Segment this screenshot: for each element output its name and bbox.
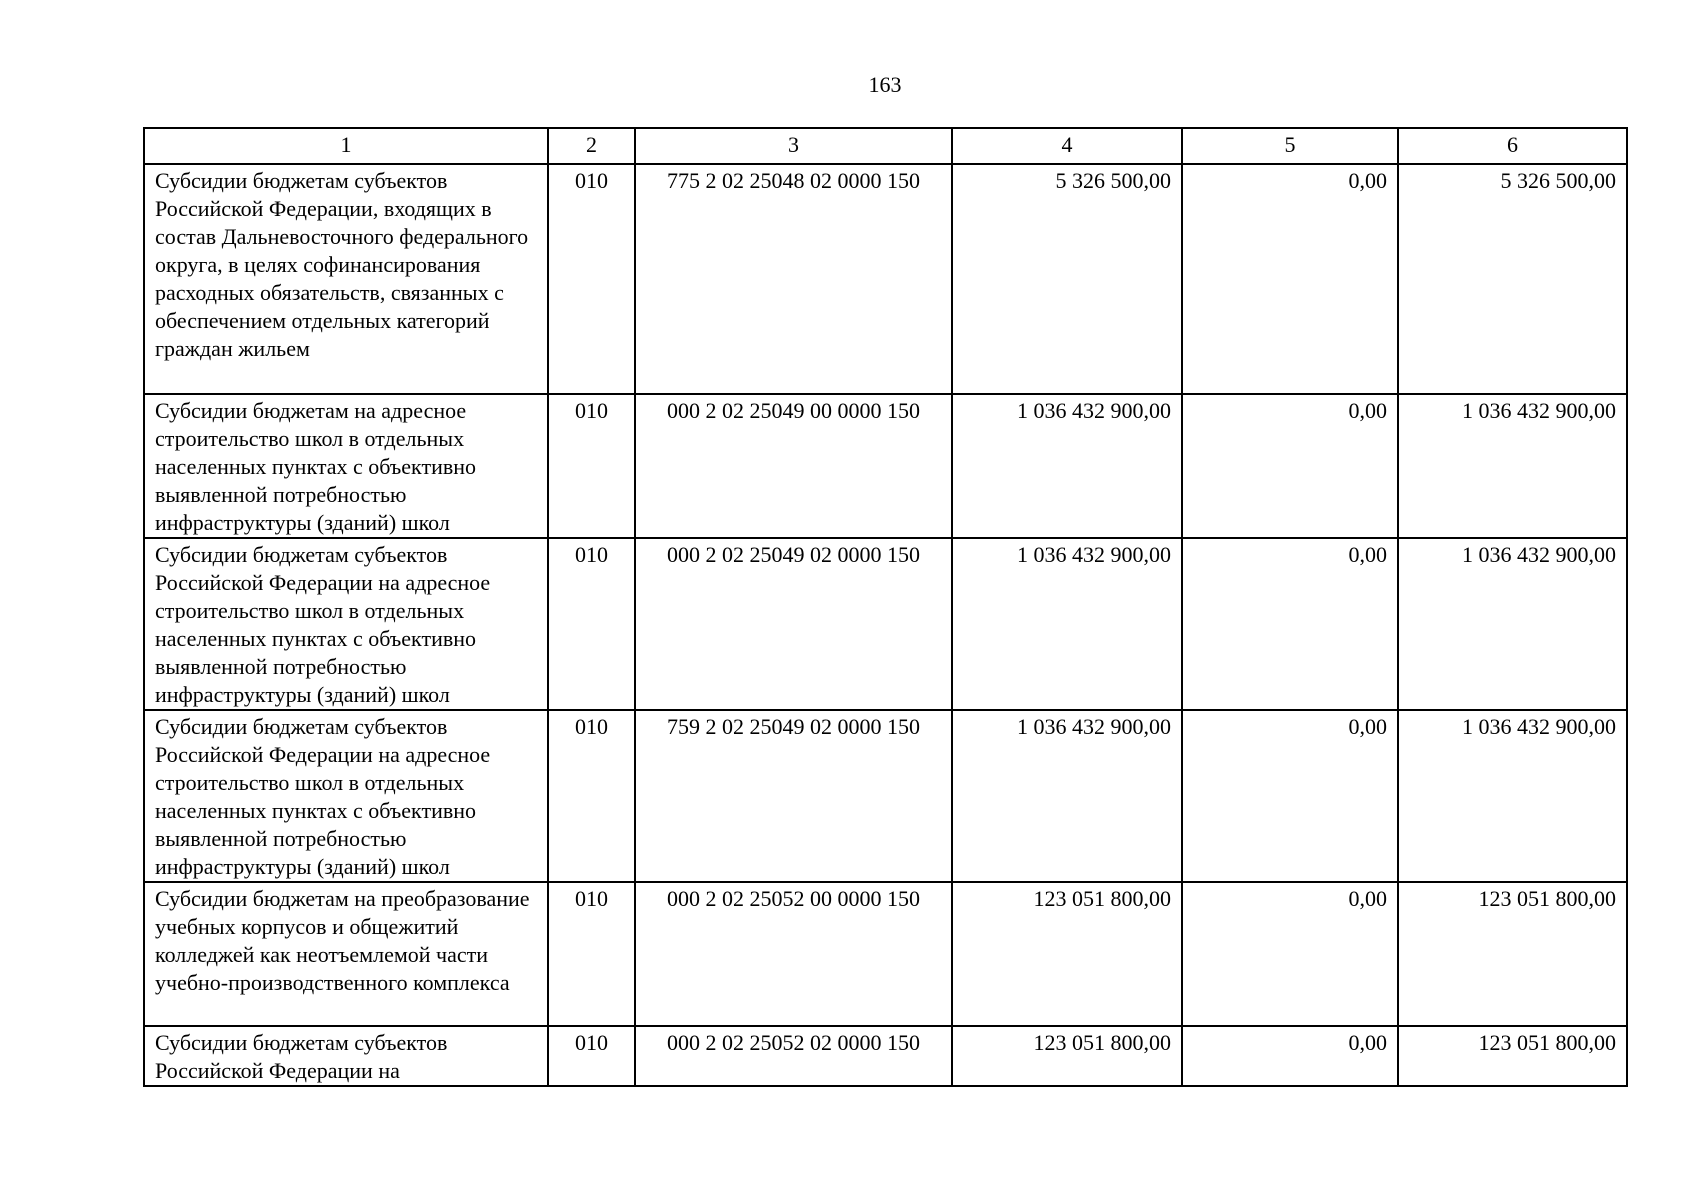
row-col6-cell: 123 051 800,00 [1398, 882, 1627, 1026]
row-name-cell: Субсидии бюджетам на преобразование учебных корпусов и общежитий колледжей как неотъемлемой части учебно-производственного комплекса [144, 882, 548, 1026]
header-col-6: 6 [1398, 128, 1627, 164]
row-line-code-cell: 010 [548, 710, 635, 882]
row-budget-code-cell: 000 2 02 25052 02 0000 150 [635, 1026, 952, 1086]
row-col4-cell: 123 051 800,00 [952, 882, 1182, 1026]
table-row [144, 394, 1627, 538]
row-col5-cell: 0,00 [1182, 394, 1398, 538]
row-line-code-cell: 010 [548, 882, 635, 1026]
row-col5-cell: 0,00 [1182, 882, 1398, 1026]
page-number: 163 [868, 72, 902, 97]
header-col-2: 2 [548, 128, 635, 164]
row-col6-cell: 123 051 800,00 [1398, 1026, 1627, 1086]
row-line-code-cell: 010 [548, 394, 635, 538]
row-col5-cell: 0,00 [1182, 1026, 1398, 1086]
row-name-cell: Субсидии бюджетам субъектов Российской Федерации на адресное строительство школ в отдельных населенных пунктах с объективно выявленной потребностью инфраструктуры (зданий) школ [144, 710, 548, 882]
row-col5-cell: 0,00 [1182, 538, 1398, 710]
table-body [144, 164, 1627, 1086]
row-name-cell: Субсидии бюджетам субъектов Российской Федерации на адресное строительство школ в отдельных населенных пунктах с объективно выявленной потребностью инфраструктуры (зданий) школ [144, 538, 548, 710]
row-col4-cell: 1 036 432 900,00 [952, 538, 1182, 710]
header-col-3: 3 [635, 128, 952, 164]
row-col6-cell: 1 036 432 900,00 [1398, 394, 1627, 538]
row-col4-cell: 123 051 800,00 [952, 1026, 1182, 1086]
row-col6-cell: 1 036 432 900,00 [1398, 538, 1627, 710]
header-row [144, 128, 1627, 164]
header-col-1: 1 [144, 128, 548, 164]
row-col4-cell: 1 036 432 900,00 [952, 710, 1182, 882]
row-name-cell: Субсидии бюджетам субъектов Российской Федерации, входящих в состав Дальневосточного федерального округа, в целях софинансирования расходных обязательств, связанных с обеспечением отдельных категорий граждан жильем [144, 164, 548, 394]
row-budget-code-cell: 000 2 02 25049 02 0000 150 [635, 538, 952, 710]
table-row [144, 710, 1627, 882]
row-line-code-cell: 010 [548, 1026, 635, 1086]
table-row [144, 882, 1627, 1026]
row-line-code-cell: 010 [548, 538, 635, 710]
row-budget-code-cell: 000 2 02 25052 00 0000 150 [635, 882, 952, 1026]
row-col4-cell: 5 326 500,00 [952, 164, 1182, 394]
header-col-4: 4 [952, 128, 1182, 164]
table-row [144, 538, 1627, 710]
row-budget-code-cell: 000 2 02 25049 00 0000 150 [635, 394, 952, 538]
row-name-cell: Субсидии бюджетам субъектов Российской Федерации на [144, 1026, 548, 1086]
row-col6-cell: 1 036 432 900,00 [1398, 710, 1627, 882]
row-line-code-cell: 010 [548, 164, 635, 394]
table-row [144, 1026, 1627, 1086]
table-row [144, 164, 1627, 394]
row-name-cell: Субсидии бюджетам на адресное строительство школ в отдельных населенных пунктах с объективно выявленной потребностью инфраструктуры (зданий) школ [144, 394, 548, 538]
budget-table [143, 127, 1628, 1087]
row-col5-cell: 0,00 [1182, 164, 1398, 394]
row-col5-cell: 0,00 [1182, 710, 1398, 882]
table-header [144, 128, 1627, 164]
row-budget-code-cell: 775 2 02 25048 02 0000 150 [635, 164, 952, 394]
row-col4-cell: 1 036 432 900,00 [952, 394, 1182, 538]
row-budget-code-cell: 759 2 02 25049 02 0000 150 [635, 710, 952, 882]
row-col6-cell: 5 326 500,00 [1398, 164, 1627, 394]
header-col-5: 5 [1182, 128, 1398, 164]
